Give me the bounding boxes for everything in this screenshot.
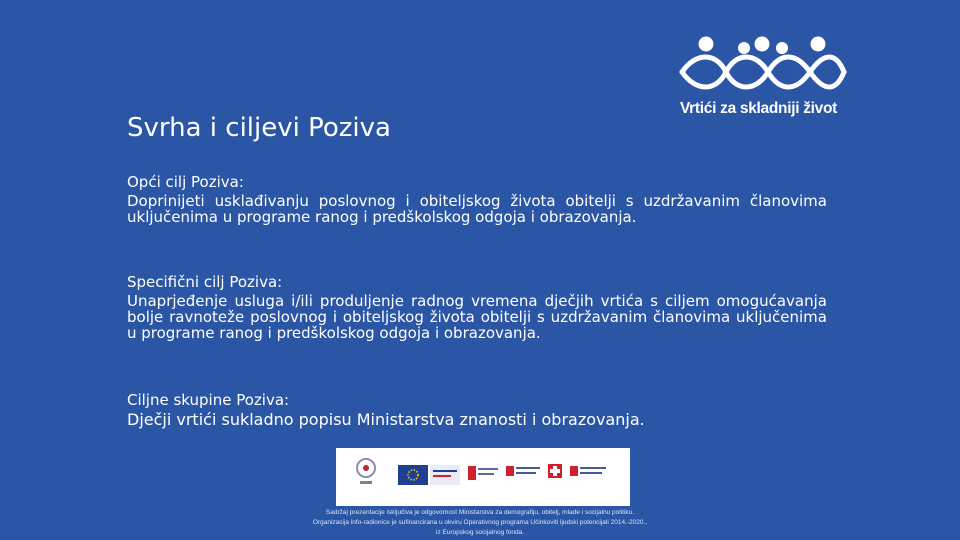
section-body: Unaprjeđenje usluga i/ili produljenje radnog vremena dječjih vrtića s ciljem omogućavanja bolje ravnoteže poslovnog i obiteljskog života obitelji s uzdržavanim članovima uključenima u programe ranog i predškolskog odgoja i obrazovanja. — [127, 292, 827, 342]
specific-goal-section — [127, 274, 827, 341]
logo-text: Vrtići za skladniji život — [680, 100, 838, 117]
general-goal-section — [127, 174, 827, 225]
footer-line: Sadržaj prezentacije isključiva je odgovornost Ministarstva za demografiju, obitelj, mlade i socijalnu politiku. — [325, 509, 635, 516]
footer-disclaimer — [270, 508, 690, 538]
logo — [676, 32, 848, 122]
section-body: Dječji vrtići sukladno popisu Ministarstva znanosti i obrazovanja. — [127, 410, 645, 429]
section-heading: Ciljne skupine Poziva: — [127, 391, 290, 409]
footer-line: iz Europskog socijalnog fonda. — [435, 529, 525, 536]
footer-line: Organizacija info-radionice je sufinancirana u okviru Operativnog programa Učinkoviti ljudski potencijali 2014.-2020., — [312, 519, 648, 526]
section-heading: Specifični cilj Poziva: — [127, 273, 283, 291]
section-body: Doprinijeti usklađivanju poslovnog i obiteljskog života obitelji s uzdržavanim članovima uključenima u programe ranog i predškolskog odgoja i obrazovanja. — [127, 192, 827, 226]
three-figures-wave-icon — [676, 32, 848, 98]
partner-logos-strip — [336, 448, 630, 506]
partner-logos-image — [336, 448, 630, 506]
section-heading: Opći cilj Poziva: — [127, 173, 244, 191]
target-groups-section — [127, 392, 827, 429]
page-title: Svrha i ciljevi Poziva — [127, 113, 391, 143]
